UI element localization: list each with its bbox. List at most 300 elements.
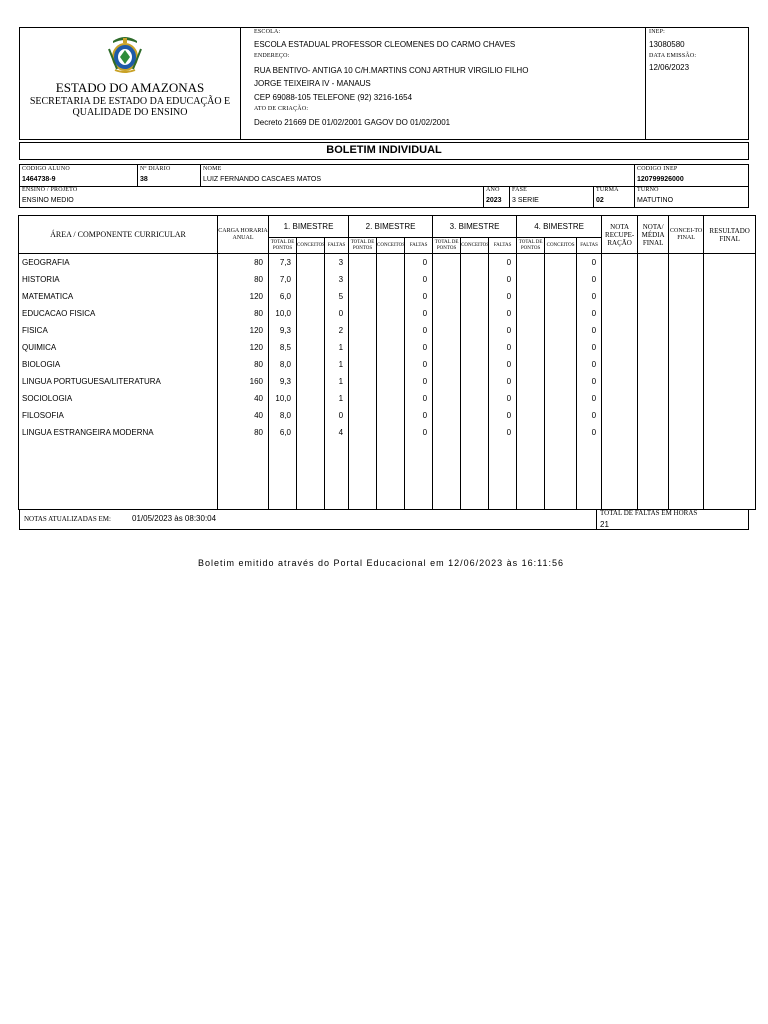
table-row (19, 458, 756, 475)
b4-conceito (545, 373, 577, 390)
b4-conceito (545, 288, 577, 305)
b1-conceito (297, 339, 325, 356)
nota-media (638, 441, 669, 458)
resultado-final (704, 305, 756, 322)
b2-faltas: 0 (405, 390, 433, 407)
subject-name: EDUCACAO FISICA (19, 305, 218, 322)
b1-total-pontos: 10,0 (269, 305, 297, 322)
b3-total-pontos (433, 458, 461, 475)
nota-recuperacao (602, 441, 638, 458)
conceito-final (669, 339, 704, 356)
b1-faltas: 1 (325, 356, 349, 373)
b3-total-pontos (433, 441, 461, 458)
conceito-final-header: CONCEI-TO FINAL (669, 216, 704, 254)
b1-total-pontos: 7,3 (269, 254, 297, 272)
subject-name: LINGUA PORTUGUESA/LITERATURA (19, 373, 218, 390)
divider (593, 186, 594, 208)
table-row (19, 254, 756, 272)
subject-name: BIOLOGIA (19, 356, 218, 373)
b1-conceito (297, 441, 325, 458)
b3-total-pontos (433, 475, 461, 510)
nota-recuperacao (602, 322, 638, 339)
resultado-final (704, 407, 756, 424)
table-row (19, 475, 756, 510)
b3-faltas: 0 (489, 288, 517, 305)
b3-conceito (461, 475, 489, 510)
b3-total-pontos (433, 254, 461, 272)
b4-faltas: 0 (577, 373, 602, 390)
table-row (19, 424, 756, 441)
page-title: BOLETIM INDIVIDUAL (326, 144, 442, 156)
b3-total-pontos (433, 305, 461, 322)
b2-total-pontos (349, 322, 377, 339)
b4-conceito (545, 305, 577, 322)
b2-faltas: 0 (405, 271, 433, 288)
b3-conceito (461, 356, 489, 373)
b1-total-pontos: 8,0 (269, 356, 297, 373)
table-row (19, 288, 756, 305)
b3-total-pontos (433, 373, 461, 390)
b4-total-pontos (517, 288, 545, 305)
b2-conceito (377, 356, 405, 373)
b3-faltas: 0 (489, 390, 517, 407)
resultado-final (704, 390, 756, 407)
resultado-final (704, 441, 756, 458)
grade-body (19, 254, 756, 510)
b4-faltas (577, 475, 602, 510)
faltas-header: FALTAS (577, 238, 602, 254)
carga-horaria: 120 (218, 322, 269, 339)
ensino-value: ENSINO MEDIO (22, 197, 74, 204)
b3-faltas (489, 458, 517, 475)
nota-recuperacao (602, 407, 638, 424)
b1-total-pontos: 6,0 (269, 288, 297, 305)
resultado-final (704, 254, 756, 272)
b2-conceito (377, 475, 405, 510)
resultado-final (704, 475, 756, 510)
b3-total-pontos (433, 356, 461, 373)
b2-faltas: 0 (405, 305, 433, 322)
b4-total-pontos (517, 424, 545, 441)
b2-conceito (377, 390, 405, 407)
carga-horaria: 120 (218, 339, 269, 356)
nota-recuperacao (602, 288, 638, 305)
header-divider-left (240, 27, 241, 140)
table-row (19, 322, 756, 339)
b1-faltas: 2 (325, 322, 349, 339)
turno-label: TURNO (637, 187, 659, 193)
resultado-final (704, 373, 756, 390)
b2-total-pontos (349, 441, 377, 458)
b1-faltas: 1 (325, 339, 349, 356)
endereco-label: ENDEREÇO: (254, 53, 290, 59)
resultado-final (704, 356, 756, 373)
nome-label: NOME (203, 166, 222, 172)
b4-conceito (545, 407, 577, 424)
b4-total-pontos (517, 254, 545, 272)
carga-horaria: 160 (218, 373, 269, 390)
faltas-header: FALTAS (405, 238, 433, 254)
escola-label: ESCOLA: (254, 29, 281, 35)
b4-conceito (545, 441, 577, 458)
b2-conceito (377, 271, 405, 288)
b1-faltas: 4 (325, 424, 349, 441)
secretariat-name: SECRETARIA DE ESTADO DA EDUCAÇÃO E QUALIDADE DO ENSINO (29, 96, 231, 118)
notas-atualizadas-label: NOTAS ATUALIZADAS EM: (24, 515, 111, 523)
b1-faltas (325, 441, 349, 458)
subject-name: MATEMATICA (19, 288, 218, 305)
b3-conceito (461, 322, 489, 339)
ato-value: Decreto 21669 DE 01/02/2001 GAGOV DO 01/02/2001 (254, 118, 451, 127)
b4-conceito (545, 390, 577, 407)
conceito-final (669, 322, 704, 339)
b4-total-pontos (517, 458, 545, 475)
b1-faltas: 0 (325, 407, 349, 424)
total-faltas-label: TOTAL DE FALTAS EM HORAS (600, 509, 698, 517)
b4-conceito (545, 458, 577, 475)
carga-horaria: 80 (218, 305, 269, 322)
b2-total-pontos (349, 424, 377, 441)
resultado-final (704, 339, 756, 356)
nota-recuperacao (602, 373, 638, 390)
data-emissao-label: DATA EMISSÃO: (649, 53, 697, 59)
bimestre-1-header: 1. BIMESTRE (269, 216, 349, 238)
b3-faltas: 0 (489, 373, 517, 390)
b2-faltas (405, 458, 433, 475)
fase-value: 3 SERIE (512, 197, 539, 204)
b3-total-pontos (433, 407, 461, 424)
resultado-final (704, 271, 756, 288)
b4-conceito (545, 424, 577, 441)
b3-conceito (461, 390, 489, 407)
b4-conceito (545, 339, 577, 356)
b4-total-pontos (517, 305, 545, 322)
nota-recuperacao (602, 390, 638, 407)
nota-media (638, 373, 669, 390)
b3-faltas: 0 (489, 356, 517, 373)
nota-media (638, 339, 669, 356)
subject-name: GEOGRAFIA (19, 254, 218, 272)
b3-conceito (461, 424, 489, 441)
b4-total-pontos (517, 407, 545, 424)
table-row (19, 390, 756, 407)
b2-total-pontos (349, 458, 377, 475)
state-coat-of-arms-icon (107, 35, 143, 75)
b4-faltas: 0 (577, 339, 602, 356)
b4-conceito (545, 475, 577, 510)
subject-name: LINGUA ESTRANGEIRA MODERNA (19, 424, 218, 441)
endereco-line1: RUA BENTIVO- ANTIGA 10 C/H.MARTINS CONJ ARTHUR VIRGILIO FILHO (254, 66, 529, 75)
conceito-final (669, 271, 704, 288)
b1-faltas: 1 (325, 373, 349, 390)
divider (509, 186, 510, 208)
b2-conceito (377, 441, 405, 458)
b3-faltas: 0 (489, 322, 517, 339)
b2-faltas: 0 (405, 288, 433, 305)
b4-conceito (545, 322, 577, 339)
b4-total-pontos (517, 373, 545, 390)
b4-faltas (577, 441, 602, 458)
b2-total-pontos (349, 271, 377, 288)
conceito-final (669, 390, 704, 407)
b1-faltas: 3 (325, 271, 349, 288)
carga-horaria: 40 (218, 390, 269, 407)
subject-name: QUIMICA (19, 339, 218, 356)
b1-conceito (297, 373, 325, 390)
nota-media (638, 458, 669, 475)
b1-conceito (297, 322, 325, 339)
total-faltas-value: 21 (600, 520, 609, 529)
endereco-line2: JORGE TEIXEIRA IV - MANAUS (254, 79, 371, 88)
b2-conceito (377, 288, 405, 305)
conceito-final (669, 288, 704, 305)
b3-total-pontos (433, 271, 461, 288)
header-divider-right (645, 27, 646, 140)
b3-faltas (489, 475, 517, 510)
b2-total-pontos (349, 407, 377, 424)
conceito-final (669, 424, 704, 441)
nota-recuperacao (602, 356, 638, 373)
b4-faltas (577, 458, 602, 475)
subject-name: HISTORIA (19, 271, 218, 288)
b1-conceito (297, 407, 325, 424)
table-row (19, 305, 756, 322)
b2-total-pontos (349, 254, 377, 272)
carga-horaria: 40 (218, 407, 269, 424)
b4-conceito (545, 254, 577, 272)
b1-total-pontos (269, 475, 297, 510)
carga-horaria: 80 (218, 254, 269, 272)
b4-faltas: 0 (577, 288, 602, 305)
carga-horaria: 80 (218, 424, 269, 441)
nota-recuperacao (602, 339, 638, 356)
carga-horaria: 120 (218, 288, 269, 305)
subject-name (19, 441, 218, 458)
b3-conceito (461, 339, 489, 356)
subject-name (19, 458, 218, 475)
divider (137, 164, 138, 186)
conceitos-header: CONCEITOS (377, 238, 405, 254)
b2-total-pontos (349, 475, 377, 510)
b3-faltas (489, 441, 517, 458)
ano-label: ANO (486, 187, 500, 193)
nome-value: LUIZ FERNANDO CASCAES MATOS (203, 176, 321, 183)
b3-total-pontos (433, 322, 461, 339)
endereco-line3: CEP 69088-105 TELEFONE (92) 3216-1654 (254, 93, 413, 102)
b2-faltas (405, 441, 433, 458)
b1-conceito (297, 288, 325, 305)
ensino-label: ENSINO / PROJETO (22, 187, 78, 193)
b3-total-pontos (433, 288, 461, 305)
b4-total-pontos (517, 322, 545, 339)
b2-conceito (377, 407, 405, 424)
b4-faltas: 0 (577, 390, 602, 407)
b2-faltas: 0 (405, 339, 433, 356)
b3-conceito (461, 373, 489, 390)
b3-conceito (461, 288, 489, 305)
table-row (19, 407, 756, 424)
bimestre-4-header: 4. BIMESTRE (517, 216, 602, 238)
conceito-final (669, 254, 704, 272)
b4-faltas: 0 (577, 322, 602, 339)
b1-conceito (297, 458, 325, 475)
codigo-aluno-label: CODIGO ALUNO (22, 166, 70, 172)
inep-label: INEP: (649, 29, 665, 35)
b2-faltas: 0 (405, 373, 433, 390)
b4-total-pontos (517, 271, 545, 288)
b3-faltas: 0 (489, 424, 517, 441)
b2-conceito (377, 254, 405, 272)
inep-value: 13080580 (649, 40, 685, 49)
nota-recuperacao (602, 475, 638, 510)
b1-faltas: 3 (325, 254, 349, 272)
faltas-header: FALTAS (325, 238, 349, 254)
nota-media (638, 356, 669, 373)
bimestre-2-header: 2. BIMESTRE (349, 216, 433, 238)
fase-label: FASE (512, 187, 528, 193)
subject-name (19, 475, 218, 510)
emitido-text: Boletim emitido através do Portal Educacional em 12/06/2023 às 16:11:56 (197, 558, 564, 568)
carga-horaria (218, 458, 269, 475)
carga-horaria (218, 475, 269, 510)
b2-faltas: 0 (405, 407, 433, 424)
b1-faltas: 0 (325, 305, 349, 322)
b1-conceito (297, 254, 325, 272)
turno-value: MATUTINO (637, 197, 674, 204)
subject-name: FILOSOFIA (19, 407, 218, 424)
diario-value: 38 (140, 176, 148, 183)
b3-total-pontos (433, 390, 461, 407)
b4-total-pontos (517, 339, 545, 356)
carga-horaria: 80 (218, 271, 269, 288)
grades-table (18, 215, 756, 510)
bimestre-3-header: 3. BIMESTRE (433, 216, 517, 238)
nota-recuperacao (602, 254, 638, 272)
conceito-final (669, 407, 704, 424)
resultado-final (704, 458, 756, 475)
b4-faltas: 0 (577, 254, 602, 272)
b2-conceito (377, 424, 405, 441)
b2-conceito (377, 458, 405, 475)
nota-media (638, 407, 669, 424)
divider (483, 186, 484, 208)
b1-total-pontos: 7,0 (269, 271, 297, 288)
codigo-inep-label: CODIGO INEP (637, 166, 678, 172)
b2-total-pontos (349, 305, 377, 322)
b4-faltas: 0 (577, 271, 602, 288)
b4-faltas: 0 (577, 356, 602, 373)
nota-media (638, 424, 669, 441)
ato-label: ATO DE CRIAÇÃO: (254, 106, 309, 112)
codigo-aluno-value: 1464738-9 (22, 176, 56, 183)
b2-conceito (377, 305, 405, 322)
conceitos-header: CONCEITOS (297, 238, 325, 254)
conceito-final (669, 305, 704, 322)
b2-conceito (377, 373, 405, 390)
b1-faltas: 1 (325, 390, 349, 407)
b1-total-pontos: 10,0 (269, 390, 297, 407)
resultado-final (704, 424, 756, 441)
total-de-pontos-header: TOTAL DE PONTOS (269, 238, 297, 254)
b4-total-pontos (517, 475, 545, 510)
b3-conceito (461, 305, 489, 322)
b3-total-pontos (433, 339, 461, 356)
nota-media (638, 305, 669, 322)
b4-total-pontos (517, 441, 545, 458)
b4-faltas: 0 (577, 407, 602, 424)
b3-conceito (461, 271, 489, 288)
b2-faltas (405, 475, 433, 510)
nota-recuperacao-header: NOTA RECUPE-RAÇÃO (602, 216, 638, 254)
b1-faltas (325, 475, 349, 510)
nota-media (638, 271, 669, 288)
b2-total-pontos (349, 373, 377, 390)
diario-label: Nº DIÁRIO (140, 166, 171, 172)
notas-atualizadas-value: 01/05/2023 às 08:30:04 (132, 514, 217, 523)
resultado-final (704, 322, 756, 339)
area-header: ÁREA / COMPONENTE CURRICULAR (19, 216, 218, 254)
conceito-final (669, 458, 704, 475)
turma-value: 02 (596, 197, 604, 204)
codigo-inep-value: 120799926000 (637, 176, 684, 183)
b2-faltas: 0 (405, 424, 433, 441)
total-de-pontos-header: TOTAL DE PONTOS (433, 238, 461, 254)
b2-faltas: 0 (405, 322, 433, 339)
divider (634, 164, 635, 208)
b3-conceito (461, 458, 489, 475)
b4-total-pontos (517, 356, 545, 373)
conceito-final (669, 356, 704, 373)
nota-media (638, 390, 669, 407)
b4-conceito (545, 356, 577, 373)
faltas-header: FALTAS (489, 238, 517, 254)
b1-conceito (297, 305, 325, 322)
table-row (19, 356, 756, 373)
carga-horaria (218, 441, 269, 458)
nota-media (638, 254, 669, 272)
table-row (19, 271, 756, 288)
b4-total-pontos (517, 390, 545, 407)
b1-total-pontos: 9,3 (269, 322, 297, 339)
b2-faltas: 0 (405, 254, 433, 272)
b3-faltas: 0 (489, 271, 517, 288)
b1-total-pontos: 9,3 (269, 373, 297, 390)
b1-conceito (297, 390, 325, 407)
b3-conceito (461, 254, 489, 272)
table-row (19, 441, 756, 458)
nota-media (638, 288, 669, 305)
escola-value: ESCOLA ESTADUAL PROFESSOR CLEOMENES DO CARMO CHAVES (254, 40, 516, 49)
nota-recuperacao (602, 305, 638, 322)
nota-recuperacao (602, 271, 638, 288)
b3-conceito (461, 441, 489, 458)
b3-conceito (461, 407, 489, 424)
divider (596, 509, 597, 530)
b1-conceito (297, 356, 325, 373)
nota-recuperacao (602, 424, 638, 441)
resultado-final-header: RESULTADO FINAL (704, 216, 756, 254)
b3-faltas: 0 (489, 339, 517, 356)
b1-total-pontos (269, 458, 297, 475)
conceito-final (669, 373, 704, 390)
b1-conceito (297, 475, 325, 510)
nota-recuperacao (602, 458, 638, 475)
subject-name: FISICA (19, 322, 218, 339)
table-row (19, 373, 756, 390)
nota-media (638, 322, 669, 339)
b3-faltas: 0 (489, 254, 517, 272)
b3-total-pontos (433, 424, 461, 441)
